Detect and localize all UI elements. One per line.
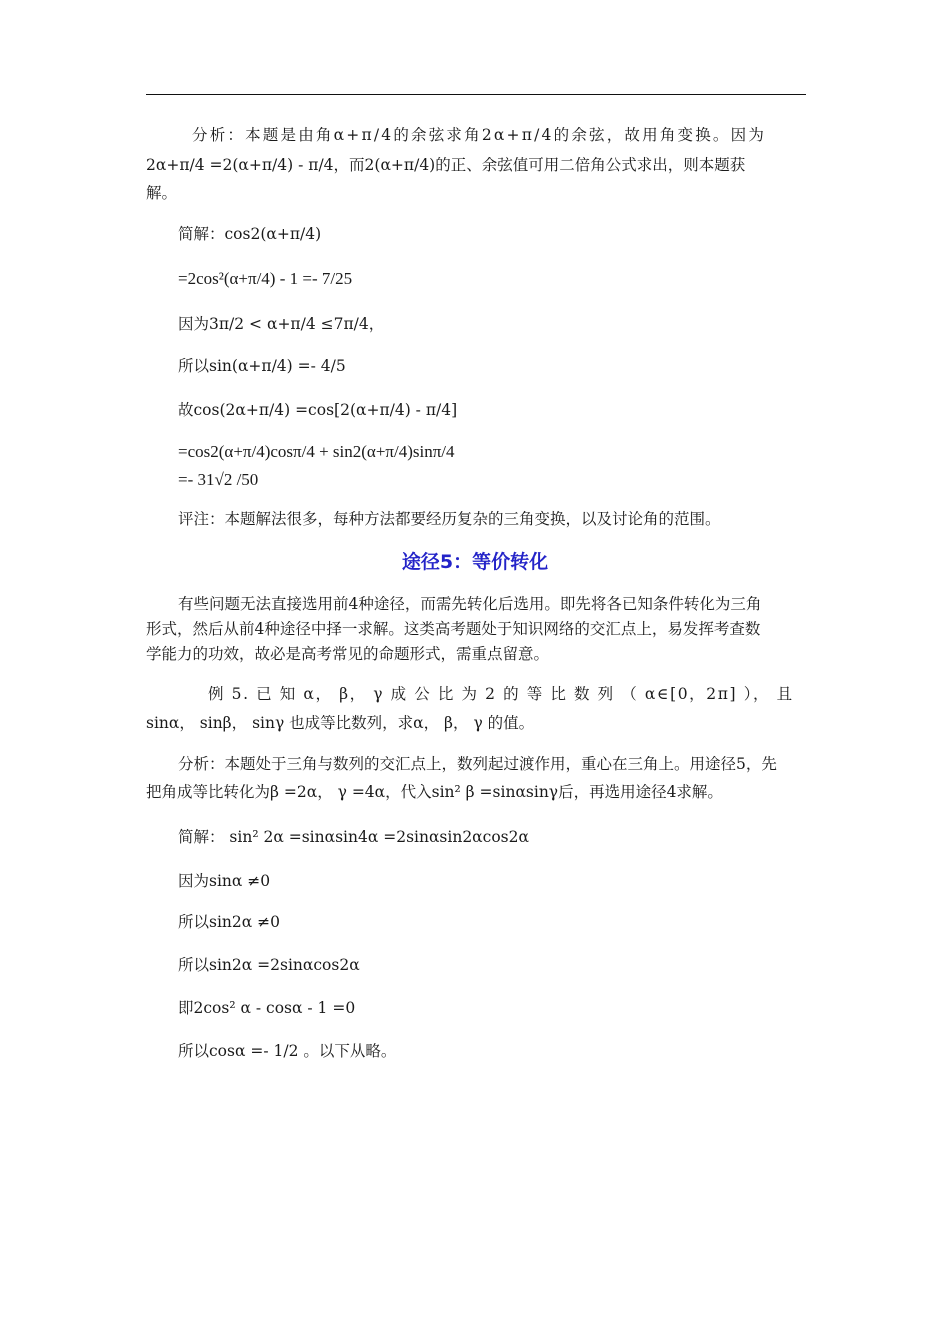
solution2-line: 所以cosα =- 1/2 。以下从略。	[178, 1042, 397, 1060]
solution2-line: 简解： sin² 2α =sinαsin4α =2sinαsin2αcos2α	[178, 828, 529, 846]
analysis1-line2: 2α+π/4 =2(α+π/4) - π/4，而2(α+π/4)的正、余弦值可用二倍角公式求出，则本题获	[146, 156, 746, 174]
analysis1-line1: 分析：本题是由角α+π/4的余弦求角2α+π/4的余弦，故用角变换。因为	[192, 126, 767, 144]
intro-line: 形式，然后从前4种途径中择一求解。这类高考题处于知识网络的交汇点上，易发挥考查数	[146, 620, 761, 638]
solution1-line: =- 31√2 /50	[178, 470, 259, 489]
example5-line2: sinα， sinβ， sinγ 也成等比数列，求α， β， γ 的值。	[146, 714, 535, 732]
solution1-line: =cos2(α+π/4)cosπ/4 + sin2(α+π/4)sinπ/4	[178, 442, 455, 461]
solution1-line: 所以sin(α+π/4) =- 4/5	[178, 357, 346, 375]
comment1: 评注：本题解法很多，每种方法都要经历复杂的三角变换，以及讨论角的范围。	[178, 510, 721, 528]
solution2-line: 所以sin2α =2sinαcos2α	[178, 956, 360, 974]
solution2-line: 因为sinα ≠0	[178, 872, 271, 890]
solution2-line: 即2cos² α - cosα - 1 =0	[178, 999, 356, 1017]
header-rule	[146, 94, 806, 95]
analysis2-line: 把角成等比转化为β =2α， γ =4α，代入sin² β =sinαsinγ后，再选用途径4求解。	[146, 783, 723, 801]
intro-line: 有些问题无法直接选用前4种途径，而需先转化后选用。即先将各已知条件转化为三角	[178, 595, 762, 613]
solution2-line: 所以sin2α ≠0	[178, 913, 280, 931]
analysis2-line: 分析：本题处于三角与数列的交汇点上，数列起过渡作用，重心在三角上。用途径5，先	[178, 755, 777, 773]
example5-line1: 例 5. 已 知 α， β， γ 成 公 比 为 2 的 等 比 数 列 （ α∈[0，2π] ）， 且	[208, 685, 794, 703]
solution1-line: 简解：cos2(α+π/4)	[178, 225, 322, 243]
solution1-line: 故cos(2α+π/4) =cos[2(α+π/4) - π/4]	[178, 401, 458, 419]
solution1-line: =2cos²(α+π/4) - 1 =- 7/25	[178, 269, 353, 288]
analysis1-line3: 解。	[146, 184, 178, 202]
intro-line: 学能力的功效，故必是高考常见的命题形式，需重点留意。	[146, 645, 550, 663]
section-heading: 途径5：等价转化	[401, 551, 549, 573]
solution1-line: 因为3π/2 < α+π/4 ≤7π/4，	[178, 315, 385, 333]
